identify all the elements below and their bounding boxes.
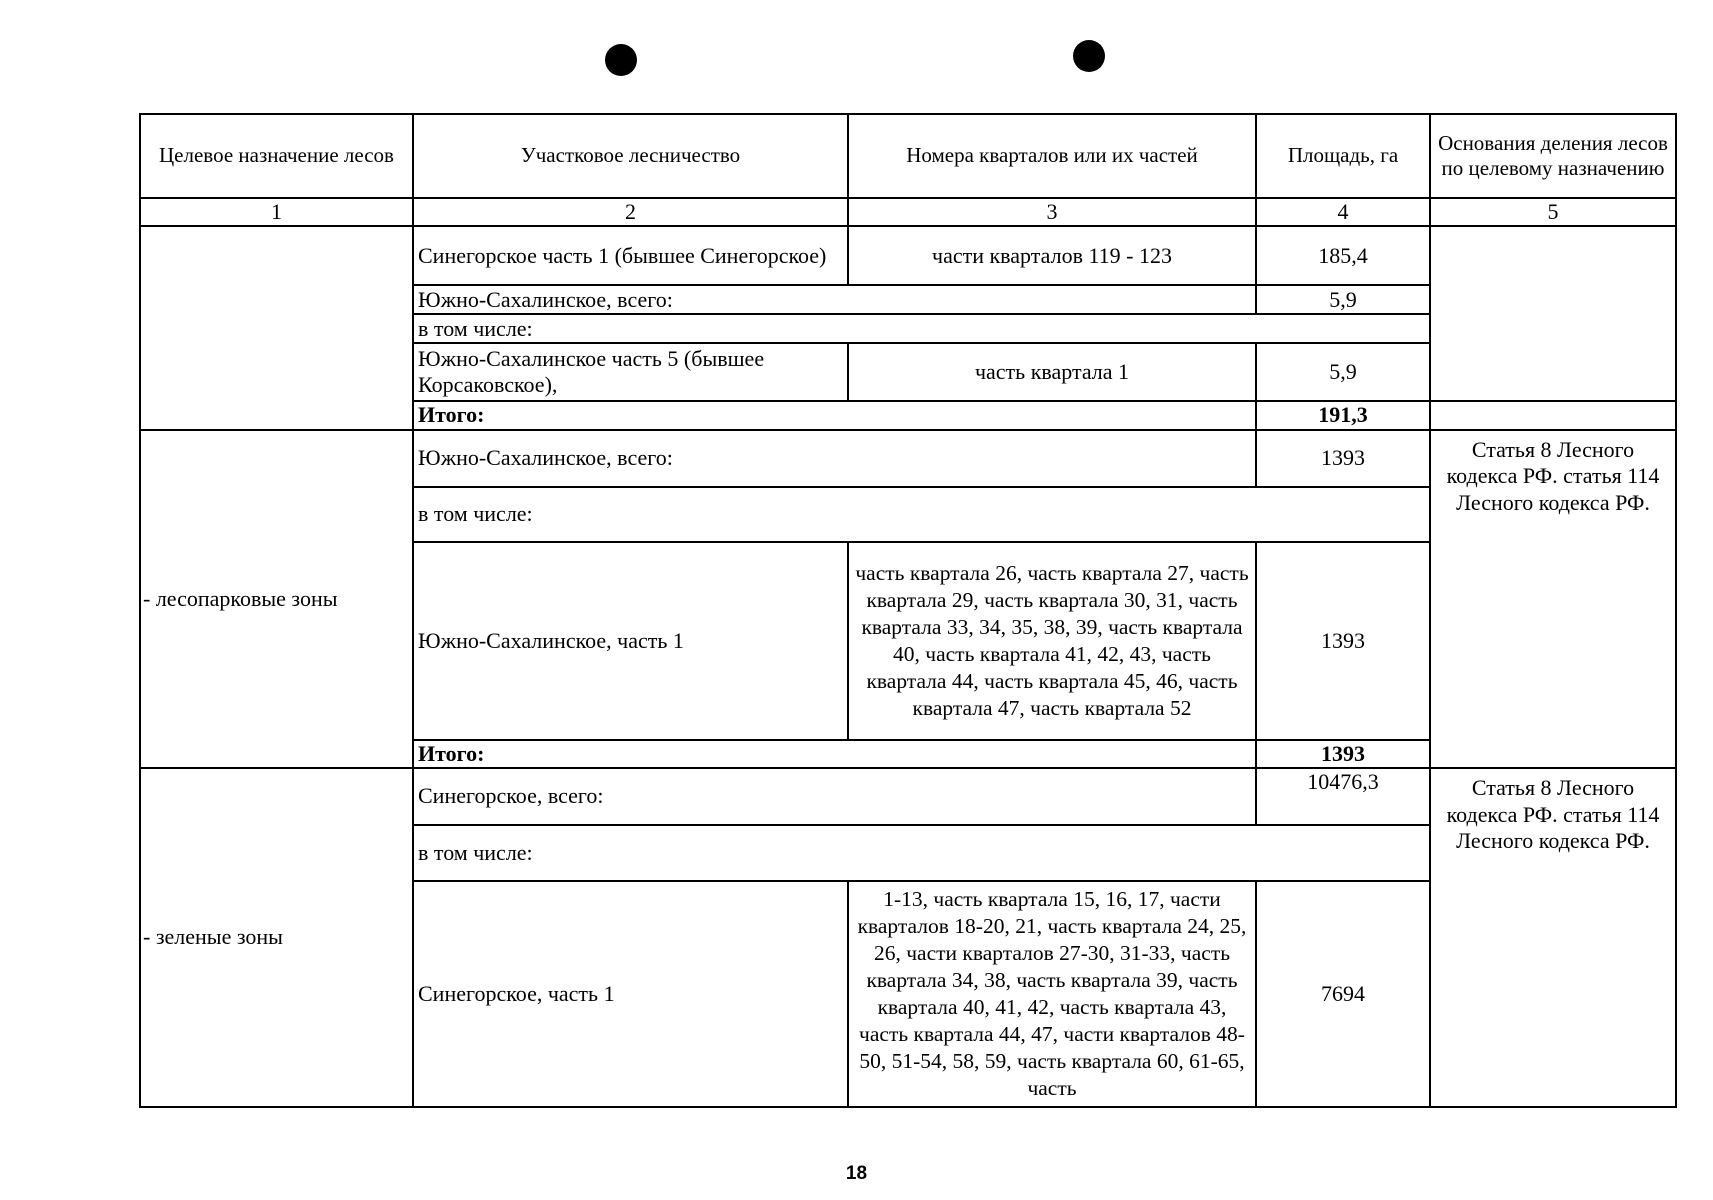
- header-forestry: Участковое лесничество: [413, 114, 848, 198]
- forestry-cell: Южно-Сахалинское, часть 1: [413, 542, 848, 740]
- purpose-cell: - лесопарковые зоны: [140, 430, 413, 768]
- header-row: [140, 114, 1676, 198]
- total-area: 1393: [1256, 740, 1430, 768]
- basis-cell: Статья 8 Лесного кодекса РФ. статья 114 Лесного кодекса РФ.: [1430, 768, 1676, 1107]
- area-cell: 7694: [1256, 881, 1430, 1107]
- header-area: Площадь, га: [1256, 114, 1430, 198]
- forestry-cell: Синегорское, всего:: [413, 768, 1256, 825]
- column-number: 4: [1256, 198, 1430, 226]
- purpose-cell: - зеленые зоны: [140, 768, 413, 1107]
- column-number-row: [140, 198, 1676, 226]
- basis-cell-empty: [1430, 226, 1676, 401]
- forestry-cell: Синегорское, часть 1: [413, 881, 848, 1107]
- column-number: 1: [140, 198, 413, 226]
- table-row: [140, 226, 1676, 285]
- forestry-cell: Южно-Сахалинское, всего:: [413, 430, 1256, 487]
- total-label: Итого:: [413, 401, 1256, 429]
- area-cell: 185,4: [1256, 226, 1430, 285]
- basis-cell: Статья 8 Лесного кодекса РФ. статья 114 Лесного кодекса РФ.: [1430, 430, 1676, 768]
- forestry-cell: Южно-Сахалинское, всего:: [413, 285, 1256, 314]
- table-row: [140, 430, 1676, 487]
- column-number: 5: [1430, 198, 1676, 226]
- area-cell: 1393: [1256, 542, 1430, 740]
- quarters-cell: 1-13, часть квартала 15, 16, 17, части кварталов 18-20, 21, часть квартала 24, 25, 26, части кварталов 27-30, 31-33, часть квартала 34, 38, часть квартала 39, часть квартала 40, 41, 42, часть квартала 43, часть квартала 44, 47, части кварталов 48-50, 51-54, 58, 59, часть квартала 60, 61-65, часть: [848, 881, 1256, 1107]
- subheading-cell: в том числе:: [413, 487, 1430, 542]
- total-label: Итого:: [413, 740, 1256, 768]
- header-purpose: Целевое назначение лесов: [140, 114, 413, 198]
- quarters-cell: часть квартала 1: [848, 343, 1256, 401]
- purpose-cell-empty: [140, 226, 413, 429]
- area-cell: 1393: [1256, 430, 1430, 487]
- basis-cell-empty: [1430, 401, 1676, 429]
- page-number: 18: [845, 1163, 868, 1184]
- area-cell: 5,9: [1256, 285, 1430, 314]
- column-number: 3: [848, 198, 1256, 226]
- total-area: 191,3: [1256, 401, 1430, 429]
- forestry-cell: Синегорское часть 1 (бывшее Синегорское): [413, 226, 848, 285]
- forest-purpose-table: [139, 113, 1677, 1108]
- quarters-cell: часть квартала 26, часть квартала 27, часть квартала 29, часть квартала 30, 31, часть квартала 33, 34, 35, 38, 39, часть квартала 40, часть квартала 41, 42, 43, часть квартала 44, часть квартала 45, 46, часть квартала 47, часть квартала 52: [848, 542, 1256, 740]
- subheading-cell: в том числе:: [413, 825, 1430, 881]
- punch-hole-right: [1073, 40, 1105, 72]
- column-number: 2: [413, 198, 848, 226]
- header-basis: Основания деления лесов по целевому назначению: [1430, 114, 1676, 198]
- area-cell: 10476,3: [1256, 768, 1430, 825]
- forestry-cell: Южно-Сахалинское часть 5 (бывшее Корсаковское),: [413, 343, 848, 401]
- subheading-cell: в том числе:: [413, 314, 1430, 343]
- area-cell: 5,9: [1256, 343, 1430, 401]
- quarters-cell: части кварталов 119 - 123: [848, 226, 1256, 285]
- header-quarters: Номера кварталов или их частей: [848, 114, 1256, 198]
- table-row: [140, 768, 1676, 825]
- punch-hole-left: [605, 44, 637, 76]
